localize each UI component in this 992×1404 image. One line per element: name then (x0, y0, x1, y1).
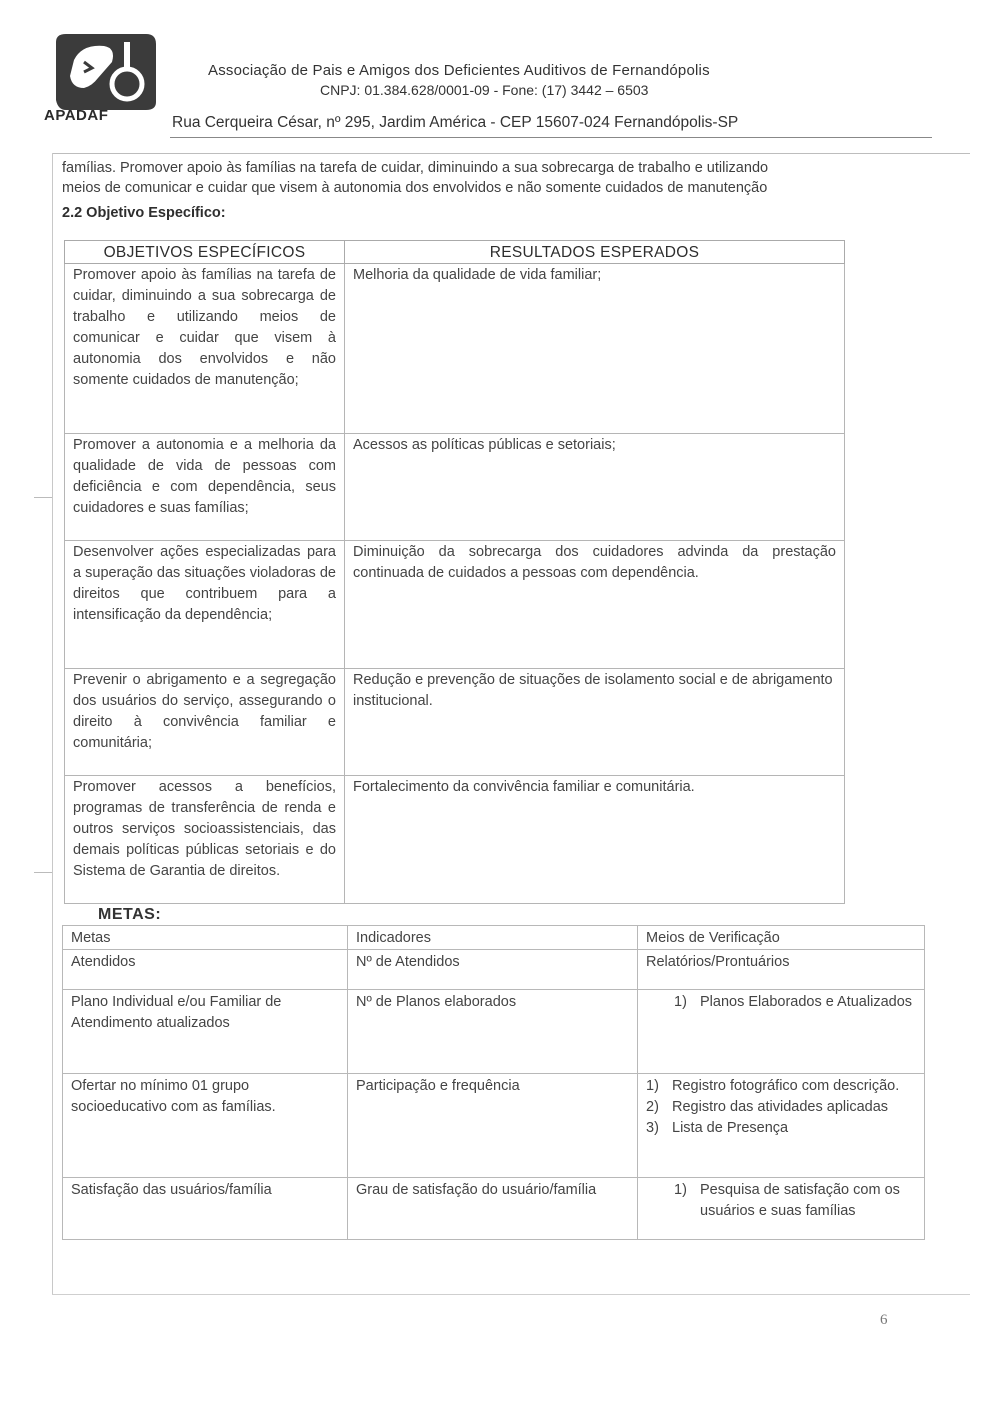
indicator-cell: Nº de Planos elaborados (348, 990, 638, 1074)
intro-paragraph (62, 158, 968, 198)
column-header-metas: Metas (63, 926, 348, 950)
objective-cell: Desenvolver ações especializadas para a superação das situações violadoras de direitos que contribuem para a intensificação da dependência; (65, 541, 345, 669)
intro-line: meios de comunicar e cuidar que visem à autonomia dos envolvidos e não somente cuidados de manutenção (62, 180, 768, 196)
table-row (63, 950, 925, 990)
objective-cell: Promover a autonomia e a melhoria da qualidade de vida de pessoas com deficiência e com dependência, seus cuidadores e suas famílias; (65, 434, 345, 541)
section-subtitle: 2.2 Objetivo Específico: (62, 205, 226, 221)
intro-line: famílias. Promover apoio às famílias na tarefa de cuidar, diminuindo a sua sobrecarga de trabalho e utilizando (62, 160, 769, 176)
column-header-objectives: OBJETIVOS ESPECÍFICOS (65, 241, 345, 264)
list-item: 1) Planos Elaborados e Atualizados (674, 994, 913, 1010)
result-cell: Melhoria da qualidade de vida familiar; (345, 264, 845, 434)
scan-mark (34, 872, 52, 873)
metas-title: METAS: (98, 906, 162, 923)
column-header-verification: Meios de Verificação (638, 926, 925, 950)
metas-header-row (63, 926, 925, 950)
organization-address: Rua Cerqueira César, nº 295, Jardim América - CEP 15607-024 Fernandópolis-SP (172, 114, 739, 131)
result-cell: Fortalecimento da convivência familiar e comunitária. (345, 776, 845, 904)
column-header-results: RESULTADOS ESPERADOS (345, 241, 845, 264)
table-row (65, 776, 845, 904)
verification-list (646, 1076, 916, 1139)
page-number: 6 (880, 1312, 888, 1328)
table-row (63, 1074, 925, 1178)
verification-list (646, 992, 916, 1013)
verification-cell (638, 1074, 925, 1178)
objective-cell: Promover acessos a benefícios, programas de transferência de renda e outros serviços socioassistenciais, das demais políticas públicas setoriais e do Sistema de Garantia de direitos. (65, 776, 345, 904)
meta-cell: Atendidos (63, 950, 348, 990)
verification-list (646, 1180, 916, 1222)
list-item: 1) Pesquisa de satisfação com os usuários e suas famílias (674, 1182, 900, 1219)
meta-cell: Ofertar no mínimo 01 grupo socioeducativo com as famílias. (63, 1074, 348, 1178)
objectives-table (64, 240, 845, 904)
objective-cell: Promover apoio às famílias na tarefa de cuidar, diminuindo a sua sobrecarga de trabalho e utilizando meios de comunicar e cuidar que visem à autonomia dos envolvidos e não somente cuidados de manutenção; (65, 264, 345, 434)
table-row (65, 669, 845, 776)
table-row (65, 434, 845, 541)
table-row (65, 264, 845, 434)
ear-logo-icon (52, 32, 158, 112)
page-frame-bottom (52, 1294, 970, 1295)
organization-cnpj-phone: CNPJ: 01.384.628/0001-09 - Fone: (17) 3442 – 6503 (320, 82, 649, 98)
table-row (63, 990, 925, 1074)
logo-wordmark: APADAF (44, 107, 109, 124)
verification-cell: Relatórios/Prontuários (638, 950, 925, 990)
organization-name: Associação de Pais e Amigos dos Deficientes Auditivos de Fernandópolis (208, 62, 710, 79)
result-cell: Diminuição da sobrecarga dos cuidadores advinda da prestação continuada de cuidados a pessoas com dependência. (345, 541, 845, 669)
metas-table (62, 925, 925, 1240)
list-item: 2) Registro das atividades aplicadas (646, 1099, 889, 1115)
meta-cell: Satisfação das usuários/família (63, 1178, 348, 1240)
verification-cell (638, 990, 925, 1074)
indicator-cell: Nº de Atendidos (348, 950, 638, 990)
apadaf-logo (52, 32, 158, 112)
verification-cell (638, 1178, 925, 1240)
scan-mark (34, 497, 52, 498)
header-divider (170, 137, 932, 138)
objective-cell: Prevenir o abrigamento e a segregação dos usuários do serviço, assegurando o direito à convivência familiar e comunitária; (65, 669, 345, 776)
result-cell: Acessos as políticas públicas e setoriais; (345, 434, 845, 541)
list-item: 1) Registro fotográfico com descrição. (646, 1078, 900, 1094)
indicator-cell: Participação e frequência (348, 1074, 638, 1178)
page-frame-top (52, 153, 970, 154)
column-header-indicators: Indicadores (348, 926, 638, 950)
objectives-header-row (65, 241, 845, 264)
table-row (63, 1178, 925, 1240)
meta-cell: Plano Individual e/ou Familiar de Atendimento atualizados (63, 990, 348, 1074)
table-row (65, 541, 845, 669)
indicator-cell: Grau de satisfação do usuário/família (348, 1178, 638, 1240)
page-frame-left (52, 153, 53, 1295)
list-item: 3) Lista de Presença (646, 1120, 789, 1136)
result-cell: Redução e prevenção de situações de isolamento social e de abrigamento institucional. (345, 669, 845, 776)
